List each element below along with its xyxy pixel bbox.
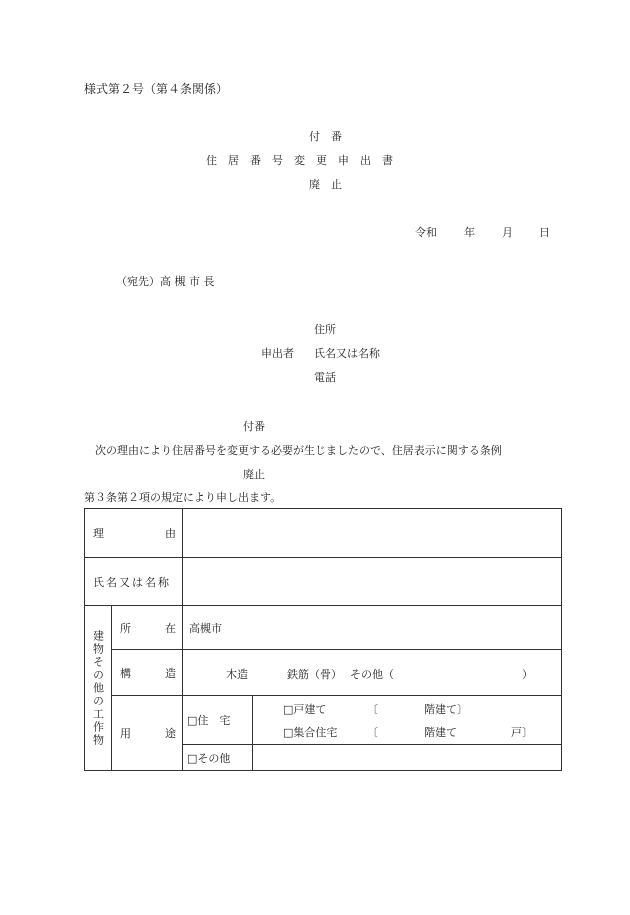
applicant-name-label: 氏名又は名称: [314, 347, 380, 360]
structure-label-a: 構: [120, 666, 131, 680]
structure-label: [112, 650, 183, 696]
usage-label: [112, 696, 183, 771]
applicant-label: 申出者: [261, 347, 294, 360]
name-label-text: 氏名又は名称: [93, 575, 171, 589]
applicant-address-label: 住所: [314, 323, 336, 336]
applicant-phone-label: 電話: [314, 371, 336, 384]
detached-option: [253, 696, 562, 720]
apartment-option: [253, 720, 562, 745]
reason-label: [85, 509, 183, 558]
apartment-floors[interactable]: 階建て: [424, 725, 457, 739]
structure-other-close: ）: [522, 667, 533, 681]
date-era: 令和: [415, 226, 437, 239]
location-label: [112, 606, 183, 650]
residence-option[interactable]: [183, 696, 253, 745]
location-label-a: 所: [120, 621, 131, 635]
structure-other[interactable]: その他（: [350, 667, 394, 681]
building-label: 建物その他の工作物: [91, 629, 105, 747]
reason-label-a: 理: [93, 527, 104, 540]
detached-checkbox[interactable]: □戸建て: [283, 702, 327, 716]
structure-steel[interactable]: 鉄筋（骨）: [287, 667, 342, 681]
addressee: （宛先）高 槻 市 長: [116, 275, 215, 288]
date-day: 日: [539, 226, 550, 239]
usage-row-detached: [85, 696, 562, 720]
title-option-top: 付 番: [309, 130, 342, 143]
body-text-line1: 次の理由により住居番号を変更する必要が生じましたので、住居表示に関する条例: [95, 444, 502, 457]
location-field[interactable]: [183, 606, 562, 650]
document-title: 住 居 番 号 変 更 申 出 書: [206, 154, 393, 167]
date-month: 月: [502, 226, 513, 239]
apartment-bracket: 〔: [367, 725, 378, 739]
structure-label-b: 造: [165, 666, 176, 680]
body-option-top: 付番: [243, 420, 265, 433]
name-row: [85, 558, 562, 606]
location-row: [85, 606, 562, 650]
other-checkbox[interactable]: □その他: [187, 751, 231, 765]
apartment-checkbox[interactable]: □集合住宅: [283, 725, 338, 739]
body-option-bottom: 廃止: [243, 468, 265, 481]
structure-row: [85, 650, 562, 696]
reason-field[interactable]: [183, 509, 562, 558]
apartment-units[interactable]: 戸〕: [511, 725, 533, 739]
name-label: [85, 558, 183, 606]
location-value: 高槻市: [189, 621, 222, 635]
reason-label-b: 由: [165, 527, 176, 540]
residence-checkbox[interactable]: □住 宅: [187, 714, 231, 727]
location-label-b: 在: [165, 621, 176, 635]
reason-row: [85, 509, 562, 558]
application-table: [84, 508, 562, 771]
structure-wood[interactable]: 木造: [226, 667, 248, 681]
date-year: 年: [464, 226, 475, 239]
body-text-line2: 第３条第２項の規定により申し出ます。: [84, 491, 282, 504]
usage-label-a: 用: [120, 727, 131, 740]
name-field[interactable]: [183, 558, 562, 606]
usage-label-b: 途: [165, 727, 176, 740]
building-label-cell: [85, 606, 112, 771]
detached-floors[interactable]: 階建て〕: [424, 702, 468, 716]
title-option-bottom: 廃 止: [309, 178, 342, 191]
other-option[interactable]: [183, 745, 253, 771]
other-field[interactable]: [253, 745, 562, 771]
form-number: 様式第２号（第４条関係）: [84, 82, 229, 96]
detached-bracket: 〔: [367, 702, 378, 716]
structure-options: [183, 650, 562, 696]
